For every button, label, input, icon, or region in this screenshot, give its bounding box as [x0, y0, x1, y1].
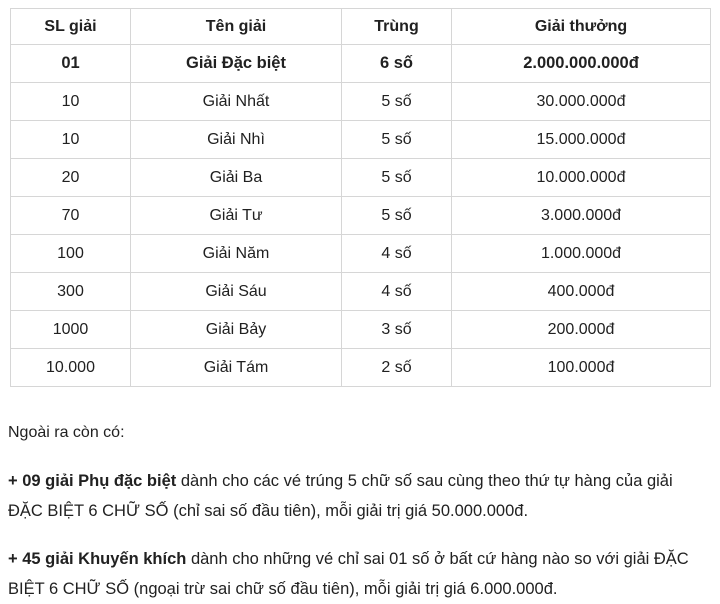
- cell-ten-giai: Giải Tám: [131, 349, 342, 387]
- table-row: [11, 45, 711, 83]
- cell-ten-giai: Giải Bảy: [131, 311, 342, 349]
- cell-trung: 5 số: [342, 83, 452, 121]
- prize-table-header: [11, 9, 711, 45]
- cell-trung: 6 số: [342, 45, 452, 83]
- cell-trung: 2 số: [342, 349, 452, 387]
- cell-sl-giai: 10: [11, 83, 131, 121]
- cell-sl-giai: 70: [11, 197, 131, 235]
- cell-trung: 4 số: [342, 235, 452, 273]
- header-giai-thuong: Giải thưởng: [452, 9, 711, 45]
- cell-ten-giai: Giải Tư: [131, 197, 342, 235]
- cell-ten-giai: Giải Năm: [131, 235, 342, 273]
- prize-table: [10, 8, 711, 387]
- header-trung: Trùng: [342, 9, 452, 45]
- note-khuyen-khich: [8, 544, 710, 604]
- table-row: [11, 121, 711, 159]
- table-row: [11, 349, 711, 387]
- cell-giai-thuong: 400.000đ: [452, 273, 711, 311]
- cell-ten-giai: Giải Nhất: [131, 83, 342, 121]
- prize-table-body: [11, 45, 711, 387]
- note-phu-dac-biet-lead: + 09 giải Phụ đặc biệt: [8, 472, 177, 490]
- header-sl-giai: SL giải: [11, 9, 131, 45]
- header-row: [11, 9, 711, 45]
- notes-intro: Ngoài ra còn có:: [8, 424, 125, 441]
- cell-sl-giai: 10.000: [11, 349, 131, 387]
- cell-sl-giai: 10: [11, 121, 131, 159]
- cell-sl-giai: 1000: [11, 311, 131, 349]
- table-row: [11, 159, 711, 197]
- cell-trung: 3 số: [342, 311, 452, 349]
- cell-sl-giai: 01: [11, 45, 131, 83]
- header-ten-giai: Tên giải: [131, 9, 342, 45]
- cell-trung: 5 số: [342, 159, 452, 197]
- cell-trung: 5 số: [342, 121, 452, 159]
- cell-giai-thuong: 3.000.000đ: [452, 197, 711, 235]
- cell-ten-giai: Giải Nhì: [131, 121, 342, 159]
- cell-sl-giai: 100: [11, 235, 131, 273]
- table-row: [11, 83, 711, 121]
- cell-giai-thuong: 1.000.000đ: [452, 235, 711, 273]
- cell-ten-giai: Giải Sáu: [131, 273, 342, 311]
- note-khuyen-khich-lead: + 45 giải Khuyến khích: [8, 550, 187, 568]
- notes-section: [8, 418, 710, 604]
- cell-giai-thuong: 200.000đ: [452, 311, 711, 349]
- cell-giai-thuong: 30.000.000đ: [452, 83, 711, 121]
- cell-ten-giai: Giải Ba: [131, 159, 342, 197]
- table-row: [11, 273, 711, 311]
- note-phu-dac-biet: [8, 466, 710, 526]
- cell-trung: 4 số: [342, 273, 452, 311]
- cell-trung: 5 số: [342, 197, 452, 235]
- cell-giai-thuong: 10.000.000đ: [452, 159, 711, 197]
- table-row: [11, 235, 711, 273]
- table-row: [11, 197, 711, 235]
- cell-sl-giai: 300: [11, 273, 131, 311]
- cell-giai-thuong: 15.000.000đ: [452, 121, 711, 159]
- note-khuyen-khich-body: dành cho những vé chỉ sai 01 số ở bất cứ hàng nào so với giải ĐẶC BIỆT 6 CHỮ SỐ (ngoại trừ sai chữ số đầu tiên), mỗi giải trị giá 6.000.000đ.: [8, 550, 689, 598]
- table-row: [11, 311, 711, 349]
- cell-sl-giai: 20: [11, 159, 131, 197]
- note-phu-dac-biet-body: dành cho các vé trúng 5 chữ số sau cùng theo thứ tự hàng của giải ĐẶC BIỆT 6 CHỮ SỐ (chỉ sai số đầu tiên), mỗi giải trị giá 50.000.000đ.: [8, 472, 673, 520]
- cell-giai-thuong: 100.000đ: [452, 349, 711, 387]
- cell-giai-thuong: 2.000.000.000đ: [452, 45, 711, 83]
- cell-ten-giai: Giải Đặc biệt: [131, 45, 342, 83]
